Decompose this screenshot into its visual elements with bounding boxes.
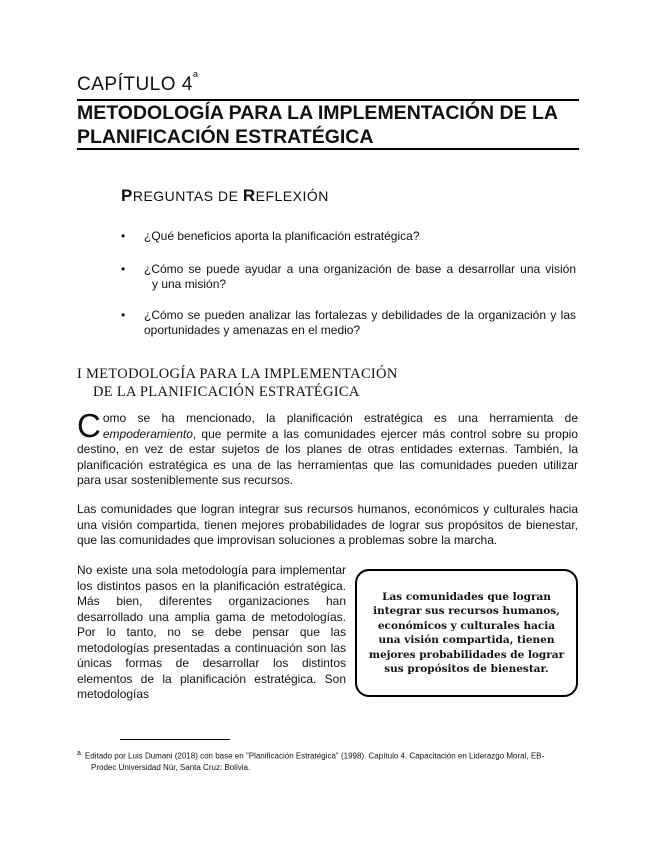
footnote: $^a$ Editado por Luis Dumani (2018) con base en "Planificación Estratégica" (1998). Capítulo 4. Capacitación en Liderazgo Moral, EB- Prodec Universidad Núr, Santa Cruz: Bolivia.: [77, 750, 545, 772]
question-text: ¿Qué beneficios aporta la planificación estratégica?: [144, 229, 420, 243]
body-paragraph: Las comunidades que logran integrar sus recursos humanos, económicos y culturales hacia una visión compartida, tienen mejores probabilidades de lograr sus propósitos de bienestar, que las comunidades que improvisan soluciones a problemas sobre la marcha.: [77, 502, 578, 547]
drop-cap: C: [77, 407, 101, 444]
footnote-rule: [120, 739, 230, 740]
pull-quote-text: Las comunidades que logran integrar sus recursos humanos, económicos y culturales hacia una visión compartida, tienen mejores probabilidades de lograr sus propósitos de bienestar.: [368, 590, 565, 675]
footnote-marker: a: [192, 68, 199, 79]
question-text-cont: y una misión?: [152, 277, 227, 291]
section-heading: I METODOLOGÍA PARA LA IMPLEMENTACIÓN DE LA PLANIFICACIÓN ESTRATÉGICA: [77, 366, 398, 400]
emphasis: empoderamiento: [102, 426, 193, 441]
title-rule-bottom: [77, 148, 579, 150]
bullet-dot: •: [121, 308, 126, 322]
reflection-heading: PREGUNTAS DE REFLEXIÓN: [121, 186, 329, 205]
question-text: ¿Cómo se pueden analizar las fortalezas y debilidades de la organización y las oportunidades y amenazas en el medio?: [144, 308, 576, 337]
chapter-title: METODOLOGÍA PARA LA IMPLEMENTACIÓN DE LA PLANIFICACIÓN ESTRATÉGICA: [77, 102, 558, 148]
pull-quote-box: [355, 569, 578, 697]
bullet-dot: •: [121, 262, 126, 276]
body-paragraph: No existe una sola metodología para implementar los distintos pasos en la planificación estratégica. Más bien, diferentes organizaciones han desarrollado una amplia gama de metodologías. Por lo tanto, no se debe pensar que las metodologías presentadas a continuación son las únicas formas de desarrollar los distintos elementos de la planificación estratégica. Son metodologías: [77, 563, 346, 701]
body-paragraph: Como se ha mencionado, la planificación estratégica es una herramienta de empoderamiento, que permite a las comunidades ejercer más control sobre su propio destino, en vez de estar sujetos de los planes de otras entidades externas. También, la planificación estratégica es una de las herramientas que las comunidades pueden utilizar para usar sosteniblemente sus recursos.: [77, 407, 578, 487]
bullet-dot: •: [121, 229, 126, 243]
question-text: ¿Cómo se puede ayudar a una organización de base a desarrollar una visión: [144, 262, 576, 276]
chapter-label: CAPÍTULO 4$^a$: [77, 68, 199, 95]
